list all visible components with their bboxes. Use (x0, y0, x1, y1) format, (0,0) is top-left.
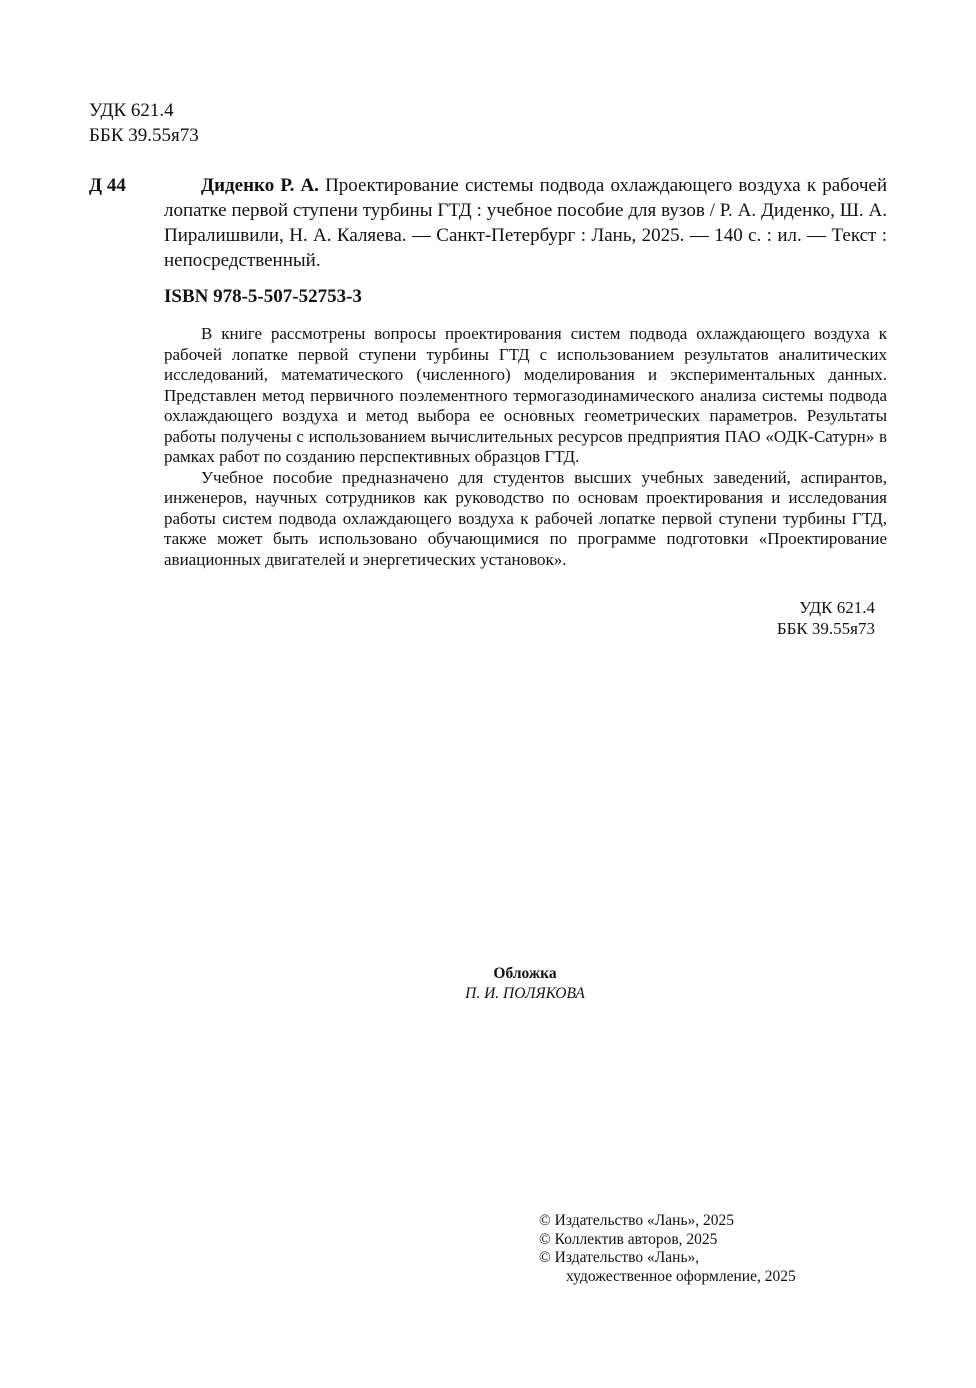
cover-credit (300, 964, 750, 1004)
copyright-block (539, 1212, 796, 1286)
bbk-code-right: ББК 39.55я73 (776, 619, 875, 638)
copyright-line: художественное оформление, 2025 (566, 1267, 796, 1285)
udk-code: УДК 621.4 (89, 100, 174, 121)
bib-author: Диденко Р. А. (201, 175, 319, 196)
isbn: ISBN 978-5-507-52753-3 (164, 286, 362, 307)
bbk-code: ББК 39.55я73 (89, 125, 199, 146)
annotation-paragraph-1: В книге рассмотрены вопросы проектирования систем подвода охлаждающего воздуха к рабочей лопатке первой ступени турбины ГТД с использованием результатов аналитических исследований, математического (численного) моделирования и экспериментальных данных. Представлен метод первичного поэлементного термогазодинамического анализа системы подвода охлаждающего воздуха и метод выбора ее основных геометрических параметров. Результаты работы получены с использованием вычислительных ресурсов предприятия ПАО «ОДК-Сатурн» в рамках работ по созданию перспективных образцов ГТД. (164, 324, 887, 466)
udk-code-right: УДК 621.4 (799, 598, 875, 617)
cover-label: Обложка (493, 965, 557, 982)
annotation-paragraph-2: Учебное пособие предназначено для студентов высших учебных заведений, аспирантов, инженеров, научных сотрудников как руководство по основам проектирования и исследования работы систем подвода охлаждающего воздуха к рабочей лопатке первой ступени турбины ГТД, также может быть использовано обучающимися по программе подготовки «Проектирование авиационных двигателей и энергетических установок». (164, 467, 887, 569)
classification-codes-right (700, 597, 875, 639)
bib-text: Проектирование системы подвода охлаждающего воздуха к рабочей лопатке первой ступени турбины ГТД : учебное пособие для вузов / Р. А. Диденко, Ш. А. Пиралишвили, Н. А. Каляева. — Санкт-Петербург : Лань, 2025. — 140 с. : ил. — Текст : непосредственный. (164, 175, 887, 271)
classification-codes (89, 98, 199, 148)
cover-designer: П. И. ПОЛЯКОВА (465, 985, 585, 1002)
bibliographic-description (164, 173, 887, 273)
copyright-line: © Издательство «Лань», (539, 1249, 700, 1266)
copyright-line: © Издательство «Лань», 2025 (539, 1212, 735, 1229)
copyright-line: © Коллектив авторов, 2025 (539, 1230, 718, 1248)
annotation (164, 324, 887, 570)
author-mark: Д 44 (89, 175, 126, 196)
